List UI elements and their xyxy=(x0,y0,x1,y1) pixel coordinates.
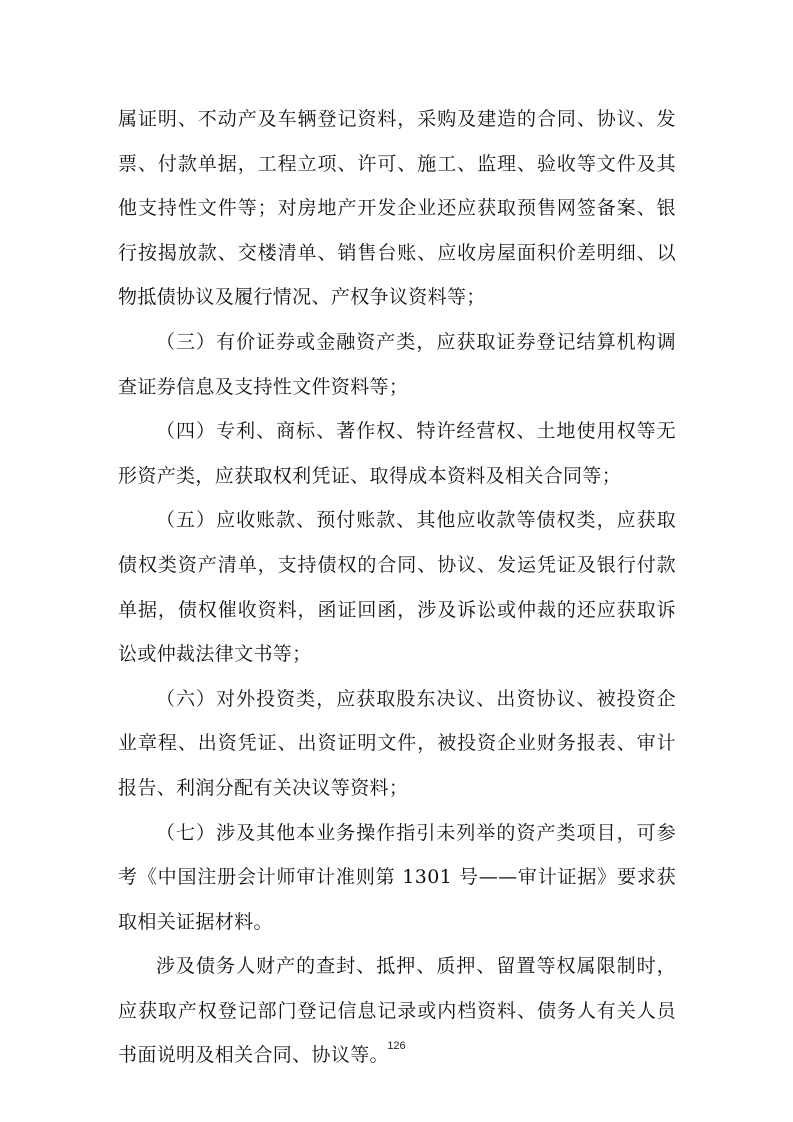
paragraph-encumbrance-evidence: 涉及债务人财产的查封、抵押、质押、留置等权属限制时，应获取产权登记部门登记信息记录或内档资料、债务人有关人员书面说明及相关合同、协议等。 xyxy=(118,955,676,1067)
paragraph-continued-property-evidence: 属证明、不动产及车辆登记资料，采购及建造的合同、协议、发票、付款单据，工程立项、许可、施工、监理、验收等文件及其他支持性文件等；对房地产开发企业还应获取预售网签备案、银行按揭放款、交楼清单、销售台账、应收房屋面积价差明细、以物抵债协议及履行情况、产权争议资料等； xyxy=(118,108,676,309)
paragraph-item-5-receivables: （五）应收账款、预付账款、其他应收款等债权类，应获取债权类资产清单，支持债权的合同、协议、发运凭证及银行付款单据，债权催收资料，函证回函，涉及诉讼或仲裁的还应获取诉讼或仲裁法律文书等； xyxy=(118,509,676,666)
page-number: 126 xyxy=(387,1040,406,1052)
paragraph-item-4-intangible-assets: （四）专利、商标、著作权、特许经营权、土地使用权等无形资产类，应获取权利凭证、取得成本资料及相关合同等； xyxy=(118,420,676,487)
paragraph-item-6-investments: （六）对外投资类，应获取股东决议、出资协议、被投资企业章程、出资凭证、出资证明文件，被投资企业财务报表、审计报告、利润分配有关决议等资料； xyxy=(118,687,676,799)
paragraph-item-3-securities: （三）有价证券或金融资产类，应获取证券登记结算机构调查证券信息及支持性文件资料等； xyxy=(118,330,676,398)
paragraph-item-7-other-assets: （七）涉及其他本业务操作指引未列举的资产类项目，可参考《中国注册会计师审计准则第 1301 号——审计证据》要求获取相关证据材料。 xyxy=(118,821,676,933)
body-text xyxy=(118,97,676,1078)
